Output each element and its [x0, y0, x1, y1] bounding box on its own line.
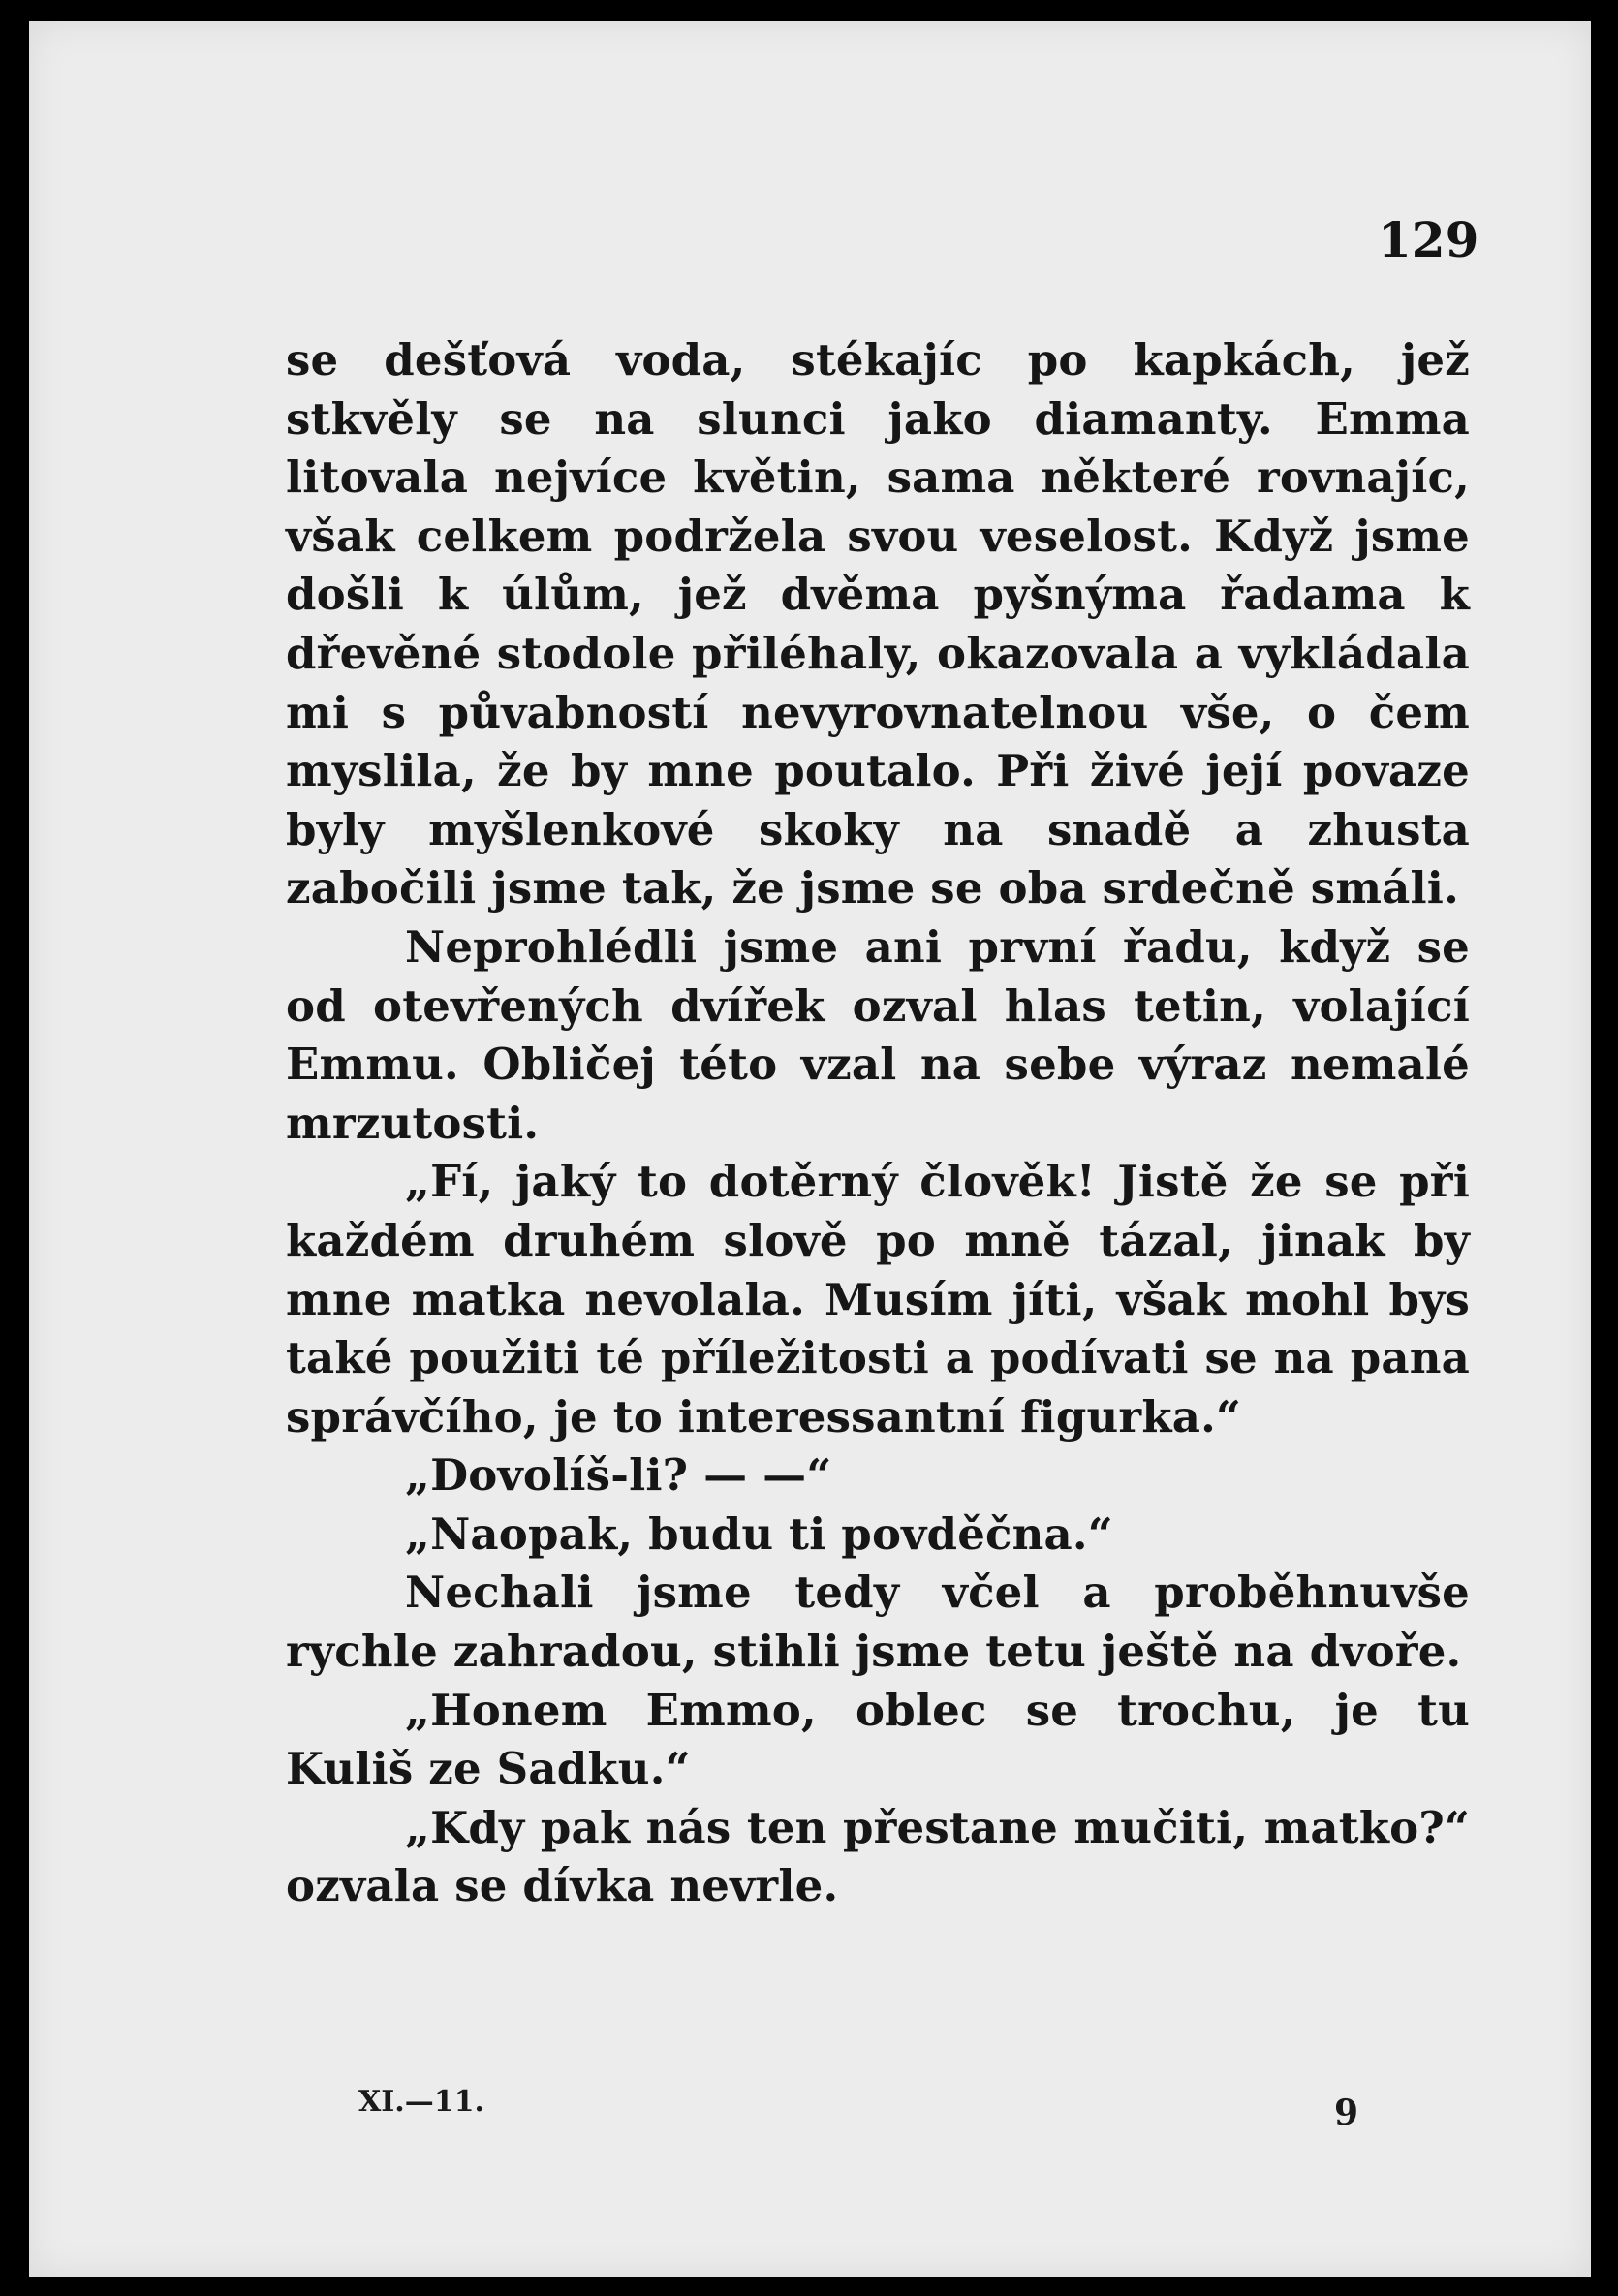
paragraph-6: Nechali jsme tedy včel a proběhnuvše rychle zahradou, stihli jsme tetu ještě na dvoře.: [286, 1567, 1470, 1678]
paragraph-7: „Honem Emmo, oblec se trochu, je tu Kuliš ze Sadku.“: [286, 1684, 1470, 1795]
paragraph-5: „Naopak, budu ti povděčna.“: [405, 1507, 1113, 1560]
sheet-number: 9: [1334, 2093, 1359, 2133]
paragraph-3: „Fí, jaký to dotěrný člověk! Jistě že se při každém druhém slově po mně tázal, jinak by mne matka nevolala. Musím jíti, však mohl bys také použiti té příležitosti a podívati se na pana správčího, je to interessantní figurka.“: [286, 1156, 1470, 1443]
paragraph-1: se dešťová voda, stékajíc po kapkách, jež stkvěly se na slunci jako diamanty. Emma litovala nejvíce květin, sama některé rovnajíc, však celkem podržela svou veselost. Když jsme došli k úlům, jež dvěma pyšnýma řadama k dřevěné stodole přiléhaly, okazovala a vykládala mi s půvabností nevyrovnatelnou vše, o čem myslila, že by mne poutalo. Při živé její povaze byly myšlenkové skoky na snadě a zhusta zabočili jsme tak, že jsme se oba srdečně smáli.: [286, 334, 1470, 915]
paragraph-2: Neprohlédli jsme ani první řadu, když se od otevřených dvířek ozval hlas tetin, volající Emmu. Obličej této vzal na sebe výraz nemalé mrzutosti.: [286, 920, 1470, 1149]
signature-mark: XI.—11.: [358, 2085, 484, 2119]
book-page: [29, 21, 1591, 2277]
paragraph-8: „Kdy pak nás ten přestane mučiti, matko?“ ozvala se dívka nevrle.: [286, 1801, 1470, 1912]
page-number: 129: [1378, 211, 1479, 268]
paragraph-4: „Dovolíš-li? — —“: [405, 1449, 832, 1502]
body-text: [286, 331, 1470, 1916]
